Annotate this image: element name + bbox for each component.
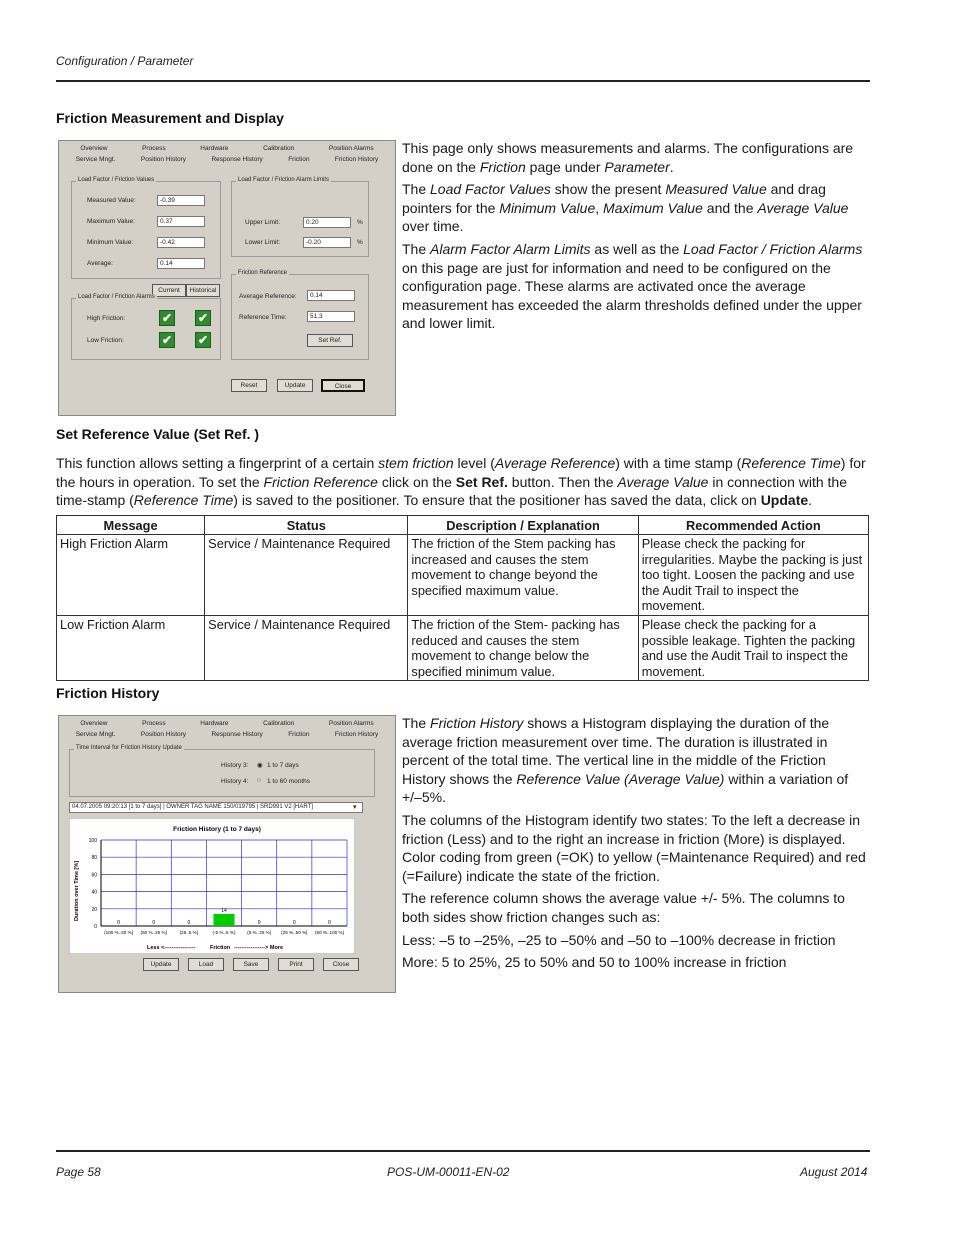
histogram-bar	[213, 914, 234, 926]
history4-option: 1 to 60 months	[267, 778, 310, 785]
tab-process[interactable]: Process	[142, 720, 166, 727]
chart-x-axis-label-friction: Friction	[210, 945, 231, 951]
bar-value-label: 0	[292, 920, 296, 926]
reset-button[interactable]: Reset	[231, 379, 267, 392]
group-label: Load Factor / Friction Alarm Limits	[238, 177, 330, 183]
low-friction-historical-check-icon: ✔	[195, 332, 211, 348]
y-tick-label: 100	[88, 838, 97, 844]
section1-paragraph: The Load Factor Values show the present Measured Value and drag pointers for the Minimum Value, Maximum Value and the Average Value over time.	[402, 181, 849, 235]
update-button[interactable]: Update	[143, 958, 179, 971]
column-header: Message	[57, 516, 205, 535]
average-reference-field: 0.14	[307, 290, 355, 301]
table-cell: Service / Maintenance Required	[205, 535, 408, 616]
dialog-tabs-row2	[63, 156, 391, 163]
y-tick-label: 20	[91, 906, 97, 913]
lower-limit-field[interactable]: -0.20	[303, 237, 351, 248]
y-tick-label: 60	[91, 872, 97, 879]
percent-unit: %	[357, 239, 363, 246]
history4-radio-icon[interactable]: ○	[257, 777, 261, 784]
high-friction-historical-check-icon: ✔	[195, 310, 211, 326]
tab-friction-history[interactable]: Friction History	[334, 156, 379, 163]
section1-text	[402, 139, 870, 337]
high-friction-current-check-icon: ✔	[159, 310, 175, 326]
group-label: Friction Reference	[238, 270, 288, 276]
section3-paragraph: More: 5 to 25%, 25 to 50% and 50 to 100% increase in friction	[402, 954, 787, 971]
measured-value-label: Measured Value:	[87, 197, 136, 204]
section3-text	[402, 714, 870, 976]
group-label: Time Interval for Friction History Update	[76, 745, 182, 751]
historical-header: Historical	[186, 284, 220, 297]
tab-friction[interactable]: Friction	[288, 731, 310, 738]
bar-value-label: 14	[221, 907, 227, 914]
tab-hardware[interactable]: Hardware	[200, 720, 229, 727]
dialog-tabs-row1	[63, 720, 391, 727]
x-tick-label: (100 %..50 %]	[104, 930, 134, 935]
table-cell: Please check the packing for a possible leakage. Tighten the packing and use the Audit Trail to inspect the movement.	[638, 615, 868, 680]
percent-unit: %	[357, 219, 363, 226]
current-header: Current	[152, 284, 186, 297]
section-title-friction-history: Friction History	[56, 685, 160, 701]
time-interval-group	[69, 745, 375, 797]
tab-response-history[interactable]: Response History	[211, 731, 263, 738]
table-cell: Low Friction Alarm	[57, 615, 205, 680]
x-tick-label: (50 %..25 %]	[140, 930, 167, 935]
tab-position-alarms[interactable]: Position Alarms	[328, 720, 374, 727]
bar-value-label: 0	[328, 920, 331, 926]
lower-limit-label: Lower Limit:	[245, 239, 281, 246]
tab-service-mngt[interactable]: Service Mngt.	[75, 156, 116, 163]
column-header: Status	[205, 516, 408, 535]
table-row	[57, 615, 869, 680]
x-tick-label: (25 %..50 %]	[281, 930, 308, 935]
close-button[interactable]: Close	[321, 379, 365, 392]
dialog-tabs-row2	[63, 731, 391, 738]
set-ref-button[interactable]: Set Ref.	[307, 334, 353, 347]
table-cell: High Friction Alarm	[57, 535, 205, 616]
alarm-table	[56, 515, 869, 681]
history3-label: History 3:	[221, 762, 249, 769]
section1-paragraph: The Alarm Factor Alarm Limits as well as the Load Factor / Friction Alarms on this page are just for information and need to be configured on the configuration page. These alarms are activated once the average measurement has exceeded the alarm thresholds defined under the upper and lower limit.	[402, 240, 863, 332]
chart-y-axis-label: Duration over Time [%]	[74, 860, 80, 922]
maximum-value-label: Maximum Value:	[87, 218, 135, 225]
tab-overview[interactable]: Overview	[80, 720, 108, 727]
upper-limit-label: Upper Limit:	[245, 219, 281, 226]
y-tick-label: 80	[91, 855, 97, 862]
footer-rule	[56, 1150, 870, 1152]
friction-dialog-screenshot	[58, 140, 396, 416]
minimum-value-field: -0.42	[157, 237, 205, 248]
column-header: Recommended Action	[638, 516, 868, 535]
x-tick-label: (50 %..100 %]	[314, 930, 344, 935]
section-title-friction-measurement: Friction Measurement and Display	[56, 110, 284, 126]
reference-time-field: 51.3	[307, 311, 355, 322]
header-rule	[56, 80, 870, 82]
table-cell: Service / Maintenance Required	[205, 615, 408, 680]
average-label: Average:	[87, 260, 113, 267]
minimum-value-label: Minimum Value:	[87, 239, 134, 246]
low-friction-label: Low Friction:	[87, 337, 124, 344]
tab-position-history[interactable]: Position History	[140, 731, 187, 738]
footer-page: Page 58	[56, 1165, 101, 1179]
friction-history-dialog-screenshot	[58, 715, 396, 993]
y-tick-label: 0	[94, 924, 97, 930]
section3-paragraph: Less: –5 to –25%, –25 to –50% and –50 to –100% decrease in friction	[402, 931, 836, 948]
section2-text	[56, 454, 870, 514]
upper-limit-field[interactable]: 0.20	[303, 217, 351, 228]
load-button[interactable]: Load	[188, 958, 224, 971]
section-title-set-reference: Set Reference Value (Set Ref. )	[56, 426, 260, 442]
y-tick-label: 40	[91, 889, 97, 896]
tab-hardware[interactable]: Hardware	[200, 145, 229, 152]
x-tick-label: (25..5 %]	[179, 930, 199, 935]
history4-label: History 4:	[221, 778, 249, 785]
chart-x-axis-label-more: -----------------> More	[234, 945, 284, 951]
close-button[interactable]: Close	[323, 958, 359, 971]
tab-calibration[interactable]: Calibration	[263, 720, 295, 727]
section3-paragraph: The reference column shows the average value +/- 5%. The columns to both sides show friction changes such as:	[402, 890, 845, 925]
chart-title: Friction History (1 to 7 days)	[173, 826, 261, 833]
tab-friction[interactable]: Friction	[288, 156, 310, 163]
low-friction-current-check-icon: ✔	[159, 332, 175, 348]
footer-doc-number: POS-UM-00011-EN-02	[387, 1165, 510, 1179]
x-tick-label: (5 %..25 %]	[247, 930, 272, 935]
bar-value-label: 0	[117, 920, 120, 926]
table-cell: The friction of the Stem packing has increased and causes the stem movement to change beyond the specified maximum value.	[408, 535, 638, 616]
section3-paragraph: The columns of the Histogram identify two states: To the left a decrease in friction (Less) and to the right an increase in friction (More) is displayed. Color coding from green (=OK) to yellow (=Maintenance Required) and red (=Failure) indicate the state of the friction.	[402, 811, 866, 884]
section1-paragraph: This page only shows measurements and alarms. The configurations are done on the Friction page under Parameter.	[402, 140, 854, 175]
update-button[interactable]: Update	[277, 379, 313, 392]
dialog-tabs-row1	[63, 145, 391, 152]
history3-radio-selected-icon[interactable]: ◉	[257, 762, 263, 769]
measured-value-field: -0.39	[157, 195, 205, 206]
friction-alarms-group	[71, 294, 221, 360]
tab-position-alarms[interactable]: Position Alarms	[328, 145, 374, 152]
table-cell: Please check the packing for irregularities. Maybe the packing is just too tight. Loosen the packing and use the Audit Trail to inspect the movement.	[638, 535, 868, 616]
average-field: 0.14	[157, 258, 205, 269]
table-cell: The friction of the Stem- packing has reduced and causes the stem movement to change below the specified minimum value.	[408, 615, 638, 680]
tab-overview[interactable]: Overview	[80, 145, 108, 152]
bar-value-label: 0	[257, 920, 261, 926]
chevron-down-icon[interactable]: ▾	[353, 804, 357, 811]
section2-paragraph: This function allows setting a fingerprint of a certain stem friction level (Average Reference) with a time stamp (Reference Time) for the hours in operation. To set the Friction Reference click on the Set Ref. button. Then the Average Value in connection with the time-stamp (Reference Time) is saved to the positioner. To ensure that the positioner has saved the data, click on Update.	[56, 455, 866, 509]
friction-history-chart	[69, 818, 355, 954]
section3-paragraph: The Friction History shows a Histogram displaying the duration of the average friction measurement over time. The duration is illustrated in percent of the total time. The vertical line in the middle of the Friction History shows the Reference Value (Average Value) within a variation of +/–5%.	[402, 715, 849, 806]
tab-calibration[interactable]: Calibration	[263, 145, 295, 152]
reference-time-label: Reference Time:	[239, 314, 287, 321]
tab-response-history[interactable]: Response History	[211, 156, 263, 163]
table-row	[57, 535, 869, 616]
header-section: Configuration / Parameter	[56, 54, 194, 68]
footer-date: August 2014	[800, 1165, 868, 1179]
save-button[interactable]: Save	[233, 958, 269, 971]
group-label: Load Factor / Friction Alarms	[78, 294, 155, 300]
maximum-value-field: 0.37	[157, 216, 205, 227]
tab-friction-history[interactable]: Friction History	[334, 731, 379, 738]
average-reference-label: Average Reference:	[239, 293, 297, 300]
tab-process[interactable]: Process	[142, 145, 166, 152]
column-header: Description / Explanation	[408, 516, 638, 535]
bar-value-label: 0	[152, 920, 156, 926]
history3-option: 1 to 7 days	[267, 762, 299, 769]
bar-value-label: 0	[187, 920, 191, 926]
x-tick-label: (-5 %..5 %)	[212, 930, 236, 935]
tab-position-history[interactable]: Position History	[140, 156, 187, 163]
print-button[interactable]: Print	[278, 958, 314, 971]
group-label: Load Factor / Friction Values	[78, 177, 155, 183]
tab-service-mngt[interactable]: Service Mngt.	[75, 731, 116, 738]
chart-x-axis-label-less: Less <-----------------	[147, 945, 196, 951]
table-header-row	[57, 516, 869, 535]
history-select[interactable]: 04.07.2005 09:20:13 [1 to 7 days] | OWNER TAG NAME 150/019795 | SRD991 V2 [HART]	[69, 802, 363, 813]
high-friction-label: High Friction:	[87, 315, 126, 322]
